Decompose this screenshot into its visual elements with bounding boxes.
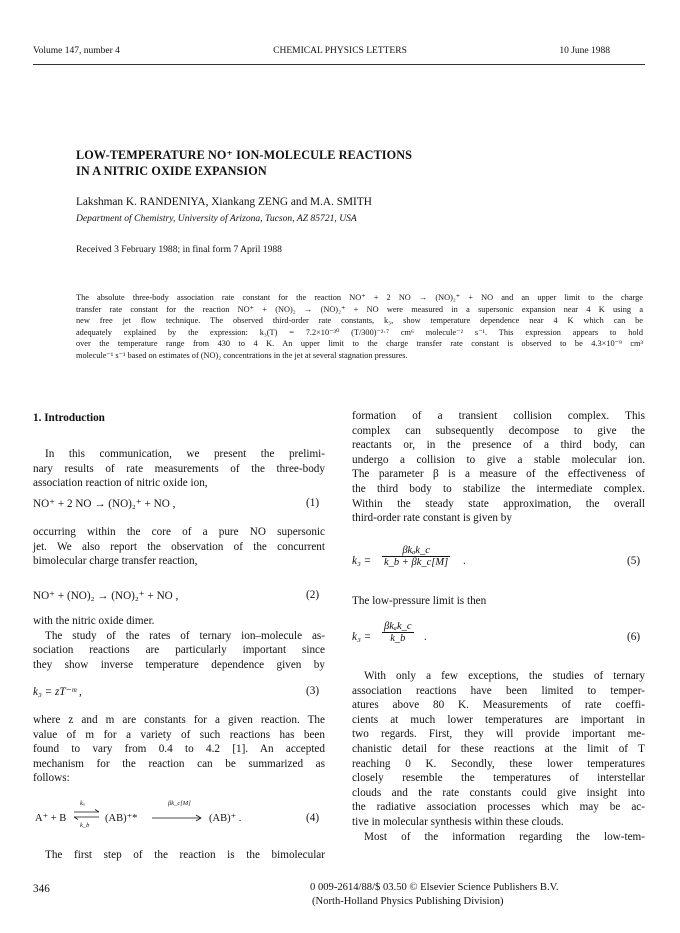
- intro-paragraph-1: [33, 447, 325, 491]
- text-line: with the nitric oxide dimer.: [33, 615, 155, 627]
- volume-label: Volume 147, number 4: [33, 46, 120, 56]
- issue-date: 10 June 1988: [559, 46, 610, 56]
- equation-6: [352, 621, 645, 657]
- text-line: reaching 0 K. Secondly, these lower temperatures: [352, 757, 645, 770]
- journal-name: CHEMICAL PHYSICS LETTERS: [273, 46, 407, 56]
- section-heading: 1. Introduction: [33, 412, 105, 424]
- publisher-division: (North-Holland Physics Publishing Division): [312, 896, 504, 907]
- text-line: bimolecular charge transfer reaction,: [33, 555, 198, 568]
- eq4-kc-label: βk_c[M]: [168, 800, 191, 807]
- eq6-numerator: βkₐk_c: [384, 621, 412, 632]
- abstract-line: molecule⁻¹ s⁻¹ based on estimates of (NO)₂ concentrations in the jet at several stagnation pressures.: [76, 350, 408, 360]
- text-line: The study of the rates of ternary ion–molecule as-: [45, 629, 325, 642]
- received-dates: Received 3 February 1988; in final form 7 April 1988: [76, 244, 282, 255]
- eq6-fraction: [382, 621, 414, 644]
- equation-1-number: (1): [306, 497, 320, 509]
- eq5-period: .: [463, 555, 466, 567]
- eq6-period: .: [424, 631, 427, 643]
- text-line: the radiative association processes which may be ac-: [352, 801, 645, 814]
- text-line: closely resemble the temperatures of interstellar: [352, 772, 645, 785]
- abstract-line: adequately explained by the expression: k₃(T) = 7.2×10⁻³⁰ (T/300)⁻²·⁷ cm⁶ molecule⁻² s⁻¹. This expression appears to hold: [76, 327, 643, 337]
- eq5-numerator: βkₐk_c: [382, 545, 450, 557]
- equation-4: [33, 800, 325, 840]
- eq5-lhs: k₃ =: [352, 555, 372, 567]
- text-line: The low-pressure limit is then: [352, 595, 487, 607]
- eq4-product: (AB)⁺ .: [209, 813, 242, 824]
- abstract-line: new free jet flow technique. The observed third-order rate constants, k₃, show temperature dependence near 4 K which can be: [76, 316, 643, 325]
- text-line: clouds and the rate constants could give insight into: [352, 786, 645, 799]
- text-line: cients at much lower temperatures are important in: [352, 713, 645, 726]
- equation-1: NO⁺ + 2 NO → (NO)₂⁺ + NO ,: [33, 498, 176, 510]
- intro-paragraph-3: [33, 614, 325, 672]
- equation-5-number: (5): [627, 555, 641, 567]
- eq4-intermediate: (AB)⁺*: [105, 813, 138, 824]
- issn-line: 0 009-2614/88/$ 03.50 © Elsevier Science Publishers B.V.: [310, 882, 559, 893]
- text-line: chanistic detail for these reactions at the limit of T: [352, 742, 645, 755]
- affiliation: Department of Chemistry, University of Arizona, Tucson, AZ 85721, USA: [76, 213, 357, 224]
- text-line: The parameter β is a measure of the effectiveness of: [352, 468, 645, 481]
- text-line: where z and m are constants for a given reaction. The: [33, 714, 325, 726]
- text-line: nary results of rate measurements of the three-body: [33, 462, 325, 475]
- eq4-ka-label: kₐ: [80, 800, 85, 807]
- text-line: third-order rate constant is given by: [352, 512, 512, 525]
- authors: Lakshman K. RANDENIYA, Xiankang ZENG and M.A. SMITH: [76, 196, 372, 208]
- text-line: occurring within the core of a pure NO supersonic: [33, 526, 325, 538]
- title-line-1: LOW-TEMPERATURE NO⁺ ION-MOLECULE REACTIONS: [76, 148, 412, 162]
- text-line: sociation reactions are particularly important since: [33, 644, 325, 657]
- equation-3: k₃ = zT⁻ᵐ ,: [33, 686, 82, 698]
- article-title: [76, 147, 412, 179]
- abstract-line: over the temperature range from 430 to 4 K. An upper limit to the charge transfer rate constant is observed to be 4.3×10⁻⁹ cm³: [76, 339, 643, 348]
- text-line: undergo a collision to give a stable molecular ion.: [352, 453, 645, 466]
- text-line: tive in molecular synthesis within these clouds.: [352, 815, 564, 828]
- text-line: value of m for a variety of such reactions has been: [33, 728, 325, 741]
- right-paragraph-2: [352, 594, 645, 609]
- text-line: association reactions have been limited to temper-: [352, 684, 645, 697]
- intro-paragraph-2: [33, 525, 325, 569]
- text-line: formation of a transient collision complex. This: [352, 410, 645, 422]
- left-column: [33, 411, 325, 426]
- text-line: association reaction of nitric oxide ion,: [33, 477, 208, 490]
- text-line: In this communication, we present the prelimi-: [45, 448, 325, 460]
- abstract-line: transfer rate constant for the reaction NO⁺ + (NO)₂ → (NO)₂⁺ + NO were measured in a supersonic expansion near 4 K using a: [76, 304, 643, 314]
- abstract: [76, 292, 643, 361]
- eq6-lhs: k₃ =: [352, 631, 372, 643]
- publisher-info: [310, 881, 559, 909]
- eq6-denominator: k_b: [390, 633, 406, 644]
- text-line: With only a few exceptions, the studies of ternary: [364, 670, 645, 682]
- eq4-reactants: A⁺ + B: [35, 813, 67, 824]
- text-line: they show inverse temperature dependence given by: [33, 658, 325, 671]
- equation-2-number: (2): [306, 589, 320, 601]
- text-line: Within the steady state approximation, the overall: [352, 497, 645, 510]
- abstract-line: The absolute three-body association rate constant for the reaction NO⁺ + 2 NO → (NO)₂⁺ + NO and an upper limit to the charge: [76, 293, 643, 302]
- text-line: jet. We also report the observation of the concurrent: [33, 540, 325, 553]
- text-line: atures above 80 K. Measurements of rate coeffi-: [352, 699, 645, 712]
- intro-paragraph-4: [33, 713, 325, 786]
- intro-paragraph-5: [33, 848, 325, 863]
- equation-4-number: (4): [306, 812, 320, 824]
- eq5-fraction: [382, 545, 450, 568]
- header-rule: [33, 64, 645, 65]
- text-line: follows:: [33, 772, 70, 785]
- reaction-arrow-icon: [151, 814, 203, 822]
- text-line: the third body to stabilize the intermediate complex.: [352, 482, 645, 495]
- text-line: mechanism for the reaction can be summarized as: [33, 757, 325, 770]
- eq5-denominator: k_b + βk_c[M]: [384, 557, 449, 568]
- eq4-kb-label: k_b: [80, 822, 90, 829]
- page-number: 346: [33, 883, 50, 895]
- right-paragraph-3: [352, 669, 645, 844]
- title-line-2: IN A NITRIC OXIDE EXPANSION: [76, 164, 267, 178]
- text-line: two regards. First, they will provide important me-: [352, 728, 645, 741]
- equation-6-number: (6): [627, 631, 641, 643]
- equation-3-number: (3): [306, 685, 320, 697]
- text-line: complex can subsequently decompose to give the: [352, 424, 645, 437]
- right-paragraph-1: [352, 409, 645, 526]
- equation-5: [352, 545, 645, 581]
- equilibrium-arrows-icon: [73, 809, 101, 821]
- equation-2: NO⁺ + (NO)₂ → (NO)₂⁺ + NO ,: [33, 590, 179, 602]
- text-line: Most of the information regarding the low-tem-: [364, 830, 645, 843]
- text-line: reactants or, in the presence of a third body, can: [352, 439, 645, 452]
- text-line: The first step of the reaction is the bimolecular: [45, 849, 325, 861]
- text-line: found to vary from 0.4 to 4.2 [1]. An accepted: [33, 743, 325, 756]
